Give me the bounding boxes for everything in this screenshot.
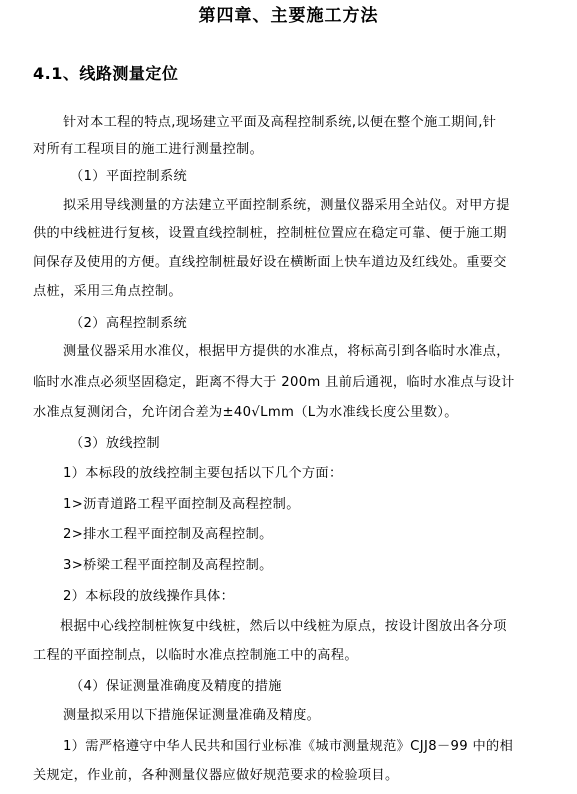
list-item: 1>沥青道路工程平面控制及高程控制。: [63, 497, 300, 512]
subheading-elevation-control: （2）高程控制系统: [70, 316, 188, 331]
list-item: 2>排水工程平面控制及高程控制。: [63, 527, 273, 542]
paragraph-line: 对所有工程项目的施工进行测量控制。: [33, 142, 264, 157]
chapter-title: 第四章、主要施工方法: [198, 6, 379, 26]
list-item: 1）本标段的放线控制主要包括以下几个方面：: [63, 466, 343, 481]
paragraph-line: 点桩，采用三角点控制。: [33, 284, 182, 299]
subheading-layout-control: （3）放线控制: [70, 436, 160, 451]
paragraph-line: 临时水准点必须坚固稳定，距离不得大于 200m 且前后通视，临时水准点与设计: [33, 375, 515, 390]
paragraph-line: 针对本工程的特点,现场建立平面及高程控制系统,以便在整个施工期间,针: [63, 115, 497, 130]
paragraph-line: 水准点复测闭合，允许闭合差为±40√Lmm（L为水准线长度公里数）。: [33, 405, 458, 420]
section-title: 4.1、线路测量定位: [33, 64, 179, 83]
subheading-accuracy-measures: （4）保证测量准确度及精度的措施: [70, 679, 282, 694]
paragraph-line: 根据中心线控制桩恢复中线桩，然后以中线桩为原点，按设计图放出各分项: [60, 619, 507, 634]
subheading-plane-control: （1）平面控制系统: [70, 169, 188, 184]
paragraph-line: 1）需严格遵守中华人民共和国行业标准《城市测量规范》CJJ8－99 中的相: [63, 739, 514, 754]
paragraph-line: 工程的平面控制点，以临时水准点控制施工中的高程。: [33, 648, 358, 663]
paragraph-line: 测量拟采用以下措施保证测量准确及精度。: [63, 708, 321, 723]
paragraph-line: 测量仪器采用水准仪，根据甲方提供的水准点，将标高引到各临时水准点，: [63, 344, 510, 359]
paragraph-line: 拟采用导线测量的方法建立平面控制系统，测量仪器采用全站仪。对甲方提: [63, 198, 510, 213]
paragraph-line: 间保存及使用的方便。直线控制桩最好设在横断面上快车道边及红线处。重要交: [33, 255, 507, 270]
paragraph-line: 关规定，作业前，各种测量仪器应做好规范要求的检验项目。: [33, 768, 399, 783]
list-item: 3>桥梁工程平面控制及高程控制。: [63, 558, 273, 573]
paragraph-line: 供的中线桩进行复核，设置直线控制桩，控制桩位置应在稳定可靠、便于施工期: [33, 226, 507, 241]
list-item: 2）本标段的放线操作具体：: [63, 589, 235, 604]
